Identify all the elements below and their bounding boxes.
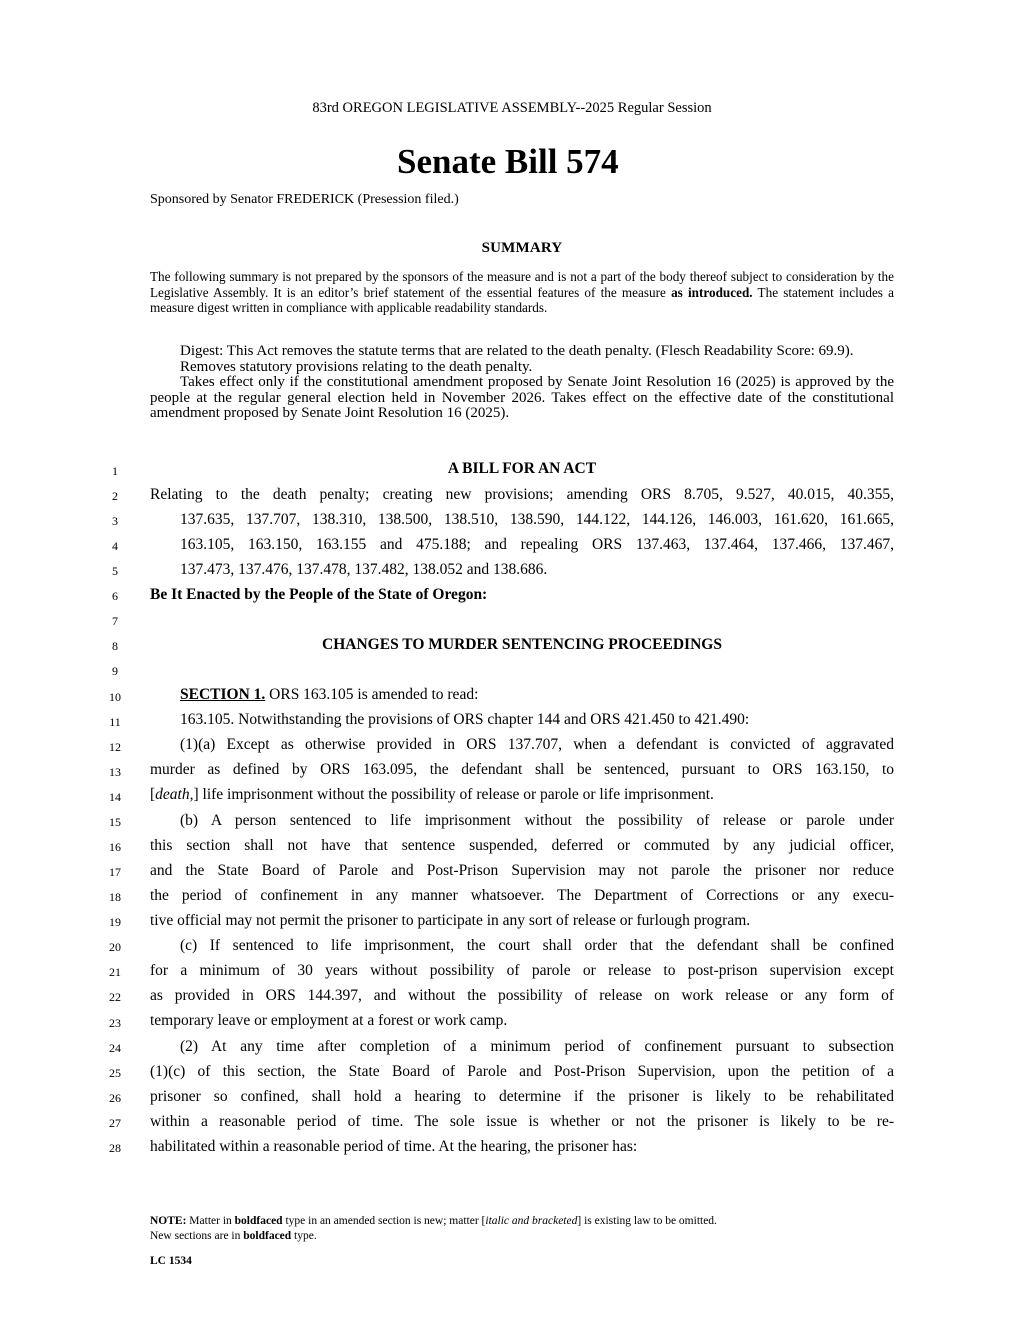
statute-line: murder as defined by ORS 163.095, the defendant shall be sentenced, pursuant to ORS 163.150, to [150, 761, 894, 778]
note-text: type in an amended section is new; matter [ [282, 1215, 486, 1227]
line-number: 14 [109, 790, 121, 804]
relating-clause-line: Relating to the death penalty; creating new provisions; amending ORS 8.705, 9.527, 40.015, 40.355, [150, 486, 894, 503]
statute-line: tive official may not permit the prisoner to participate in any sort of release or furlough program. [150, 912, 751, 929]
note-italic: italic and bracketed [485, 1215, 578, 1227]
line-number: 25 [109, 1066, 121, 1080]
statute-line: this section shall not have that sentence suspended, deferred or commuted by any judicial officer, [150, 837, 894, 854]
statute-line: habilitated within a reasonable period of time. At the hearing, the prisoner has: [150, 1138, 638, 1155]
line-number: 26 [109, 1091, 121, 1105]
line-number: 16 [109, 840, 121, 854]
lc-number: LC 1534 [150, 1255, 192, 1267]
statute-line: within a reasonable period of time. The sole issue is whether or not the prisoner is likely to be re- [150, 1113, 894, 1130]
section-1-intro [150, 686, 894, 704]
digest [150, 344, 894, 422]
bill-title: Senate Bill 574 [397, 142, 619, 181]
statute-line-text: life imprisonment without the possibility of release or parole or life imprisonment. [198, 786, 714, 803]
bracket-open: [ [150, 786, 156, 803]
statute-line: (c) If sentenced to life imprisonment, the court shall order that the defendant shall be confined [180, 937, 894, 954]
statute-line: (1)(a) Except as otherwise provided in ORS 137.707, when a defendant is convicted of aggravated [180, 736, 894, 753]
note-text: ] is existing law to be omitted. [577, 1215, 717, 1227]
summary-intro-bold: as introduced. [671, 284, 753, 300]
statute-line [150, 786, 894, 804]
line-number: 17 [109, 865, 121, 879]
note-bold: boldfaced [234, 1215, 283, 1227]
line-number: 4 [112, 539, 118, 553]
bracket-close: ] [193, 786, 199, 803]
statute-line: (1)(c) of this section, the State Board of Parole and Post-Prison Supervision, upon the petition of a [150, 1063, 894, 1080]
relating-clause-line: 137.473, 137.476, 137.478, 137.482, 138.052 and 138.686. [180, 561, 548, 578]
line-number: 7 [112, 614, 118, 628]
summary-intro-text-end: The statement includes a measure digest written in compliance with applicable readability standards. [150, 284, 894, 315]
line-number: 19 [109, 915, 121, 929]
line-number: 5 [112, 564, 118, 578]
digest-paragraph: Takes effect only if the constitutional amendment proposed by Senate Joint Resolution 16 (2025) is approved by the people at the regular general election held in November 2026. Takes effect on the effective date of the constitutional amendment proposed by Senate Joint Resolution 16 (2025). [150, 374, 894, 421]
line-number: 20 [109, 940, 121, 954]
line-number: 12 [109, 740, 121, 754]
note-text: New sections are in [150, 1230, 244, 1242]
line-number: 3 [112, 514, 118, 528]
line-number: 1 [112, 464, 118, 478]
summary-intro-text: The following summary is not prepared by the sponsors of the measure and is not a part of the body thereof subject to consideration by the Legislative Assembly. It is an editor’s brief statement of the essential features of the measure [150, 269, 894, 300]
statute-line: and the State Board of Parole and Post-Prison Supervision may not parole the prisoner nor reduce [150, 862, 894, 879]
line-number: 27 [109, 1116, 121, 1130]
line-number: 2 [112, 489, 118, 503]
line-number: 6 [112, 589, 118, 603]
footer-note [150, 1214, 910, 1244]
statute-line: 163.105. Notwithstanding the provisions of ORS chapter 144 and ORS 421.450 to 421.490: [180, 711, 750, 728]
line-number: 11 [109, 715, 121, 729]
note-label: NOTE: [150, 1215, 187, 1227]
section-intro-text: ORS 163.105 is amended to read: [265, 686, 479, 703]
relating-clause-line: 137.635, 137.707, 138.310, 138.500, 138.510, 138.590, 144.122, 144.126, 146.003, 161.620, 161.665, [180, 511, 894, 528]
relating-clause-line: 163.105, 163.150, 163.155 and 475.188; and repealing ORS 137.463, 137.464, 137.466, 137.467, [180, 536, 894, 553]
summary-heading: SUMMARY [481, 240, 563, 256]
note-text: type. [291, 1230, 317, 1242]
line-number: 13 [109, 765, 121, 779]
act-heading: A BILL FOR AN ACT [447, 460, 597, 477]
statute-line: the period of confinement in any manner whatsoever. The Department of Corrections or any execu- [150, 887, 894, 904]
statute-line: for a minimum of 30 years without possibility of parole or release to post-prison supervision except [150, 962, 894, 979]
sponsor-line: Sponsored by Senator FREDERICK (Presession filed.) [150, 192, 459, 207]
note-text: Matter in [186, 1215, 235, 1227]
section-label: SECTION 1. [180, 686, 266, 703]
summary-intro [150, 269, 894, 316]
statute-line: as provided in ORS 144.397, and without the possibility of release on work release or any form of [150, 987, 894, 1004]
statute-line: prisoner so confined, shall hold a hearing to determine if the prisoner is likely to be rehabilitated [150, 1088, 894, 1105]
line-number: 24 [109, 1041, 121, 1055]
statute-line: temporary leave or employment at a forest or work camp. [150, 1012, 508, 1029]
line-number: 9 [112, 664, 118, 678]
digest-paragraph: Removes statutory provisions relating to the death penalty. [180, 358, 533, 375]
statute-line: (2) At any time after completion of a minimum period of confinement pursuant to subsection [180, 1038, 894, 1055]
line-number: 15 [109, 815, 121, 829]
session-header: 83rd OREGON LEGISLATIVE ASSEMBLY--2025 Regular Session [312, 100, 712, 116]
line-number: 21 [109, 965, 121, 979]
deleted-text: death, [155, 786, 194, 803]
line-number: 10 [109, 690, 121, 704]
digest-paragraph: Digest: This Act removes the statute terms that are related to the death penalty. (Flesch Readability Score: 69.9). [180, 343, 854, 359]
line-number: 23 [109, 1016, 121, 1030]
line-number: 18 [109, 890, 121, 904]
enacting-clause: Be It Enacted by the People of the State of Oregon: [150, 586, 488, 603]
line-number: 8 [112, 639, 118, 653]
note-bold: boldfaced [243, 1230, 292, 1242]
statute-line: (b) A person sentenced to life imprisonment without the possibility of release or parole under [180, 812, 894, 829]
section-heading: CHANGES TO MURDER SENTENCING PROCEEDINGS [322, 636, 722, 653]
line-number: 22 [109, 990, 121, 1004]
line-number: 28 [109, 1141, 121, 1155]
